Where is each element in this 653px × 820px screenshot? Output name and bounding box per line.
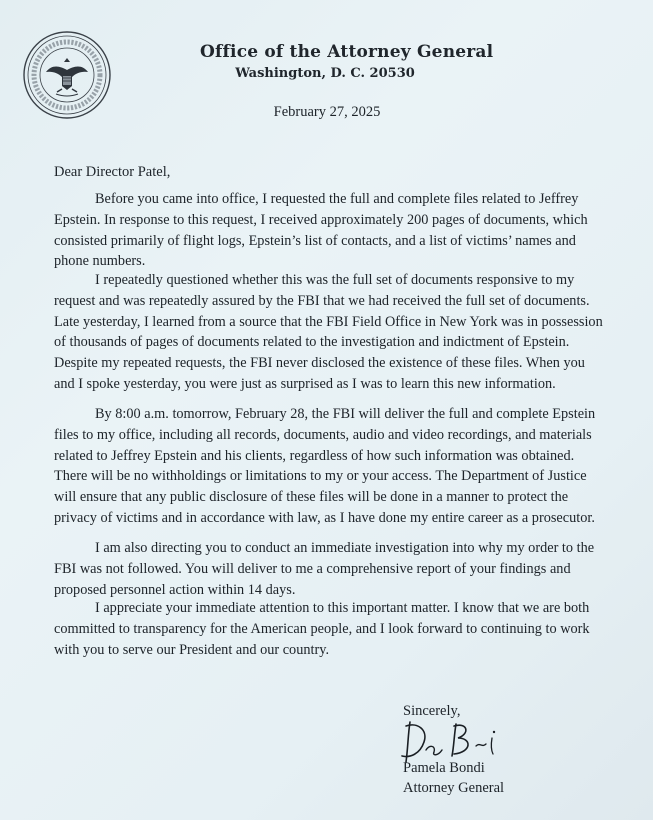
paragraph-line: I am also directing you to conduct an immediate investigation into why my order to the — [95, 540, 595, 556]
body-paragraph-2 — [54, 270, 610, 395]
paragraph-line: I repeatedly questioned whether this was the full set of documents responsive to my — [95, 272, 575, 288]
body-paragraph-3 — [54, 404, 610, 529]
paragraph-line: consisted primarily of flight logs, Epstein’s list of contacts, and a list of victims’ names and — [54, 232, 576, 249]
signer-name: Pamela Bondi — [403, 760, 485, 776]
paragraph-line: and I spoke yesterday, you were just as surprised as I was to learn this new information. — [54, 375, 556, 392]
valediction: Sincerely, — [403, 703, 461, 719]
body-paragraph-1 — [54, 189, 610, 272]
seal-emblem-icon — [22, 30, 112, 120]
paragraph-line: Despite my repeated requests, the FBI never disclosed the existence of these files. When you — [54, 355, 585, 372]
paragraph-line: with you to serve our President and our country. — [54, 641, 330, 658]
paragraph-line: related to Jeffrey Epstein and his clients, regardless of how such information was obtained. — [54, 447, 575, 464]
paragraph-line: By 8:00 a.m. tomorrow, February 28, the FBI will deliver the full and complete Epstein — [95, 406, 596, 422]
paragraph-line: Epstein. In response to this request, I received approximately 200 pages of documents, which — [54, 211, 588, 228]
salutation: Dear Director Patel, — [54, 164, 171, 180]
paragraph-line: committed to transparency for the American people, and I look forward to continuing to work — [54, 620, 590, 637]
letterhead-address: Washington, D. C. 20530 — [235, 66, 415, 81]
paragraph-line: There will be no withholdings or limitations to my or your access. The Department of Justice — [54, 468, 587, 485]
paragraph-line: will ensure that any public disclosure of these files will be done in a manner to protect the — [54, 489, 569, 506]
paragraph-line: of thousands of pages of documents related to the investigation and indictment of Epstein. — [54, 334, 570, 351]
paragraph-line: I appreciate your immediate attention to this important matter. I know that we are both — [95, 600, 590, 616]
paragraph-line: privacy of victims and in accordance with law, as I have done my entire career as a prosecutor. — [54, 509, 595, 526]
doj-seal — [22, 30, 112, 120]
paragraph-line: phone numbers. — [54, 253, 146, 270]
body-paragraph-4 — [54, 538, 610, 600]
signer-title: Attorney General — [403, 780, 505, 796]
letterhead-title: Office of the Attorney General — [200, 42, 494, 62]
body-paragraph-5 — [54, 598, 610, 660]
letter-date: February 27, 2025 — [273, 104, 381, 120]
paragraph-line: proposed personnel action within 14 days. — [54, 581, 296, 598]
paragraph-line: Before you came into office, I requested the full and complete files related to Jeffrey — [95, 191, 579, 207]
paragraph-line: FBI was not followed. You will deliver to me a comprehensive report of your findings and — [54, 560, 571, 577]
paragraph-line: request and was repeatedly assured by the FBI that we had received the full set of documents. — [54, 292, 590, 309]
paragraph-line: files to my office, including all records, documents, audio and video recordings, and materials — [54, 426, 592, 443]
paragraph-line: Late yesterday, I learned from a source that the FBI Field Office in New York was in possession — [54, 313, 603, 330]
